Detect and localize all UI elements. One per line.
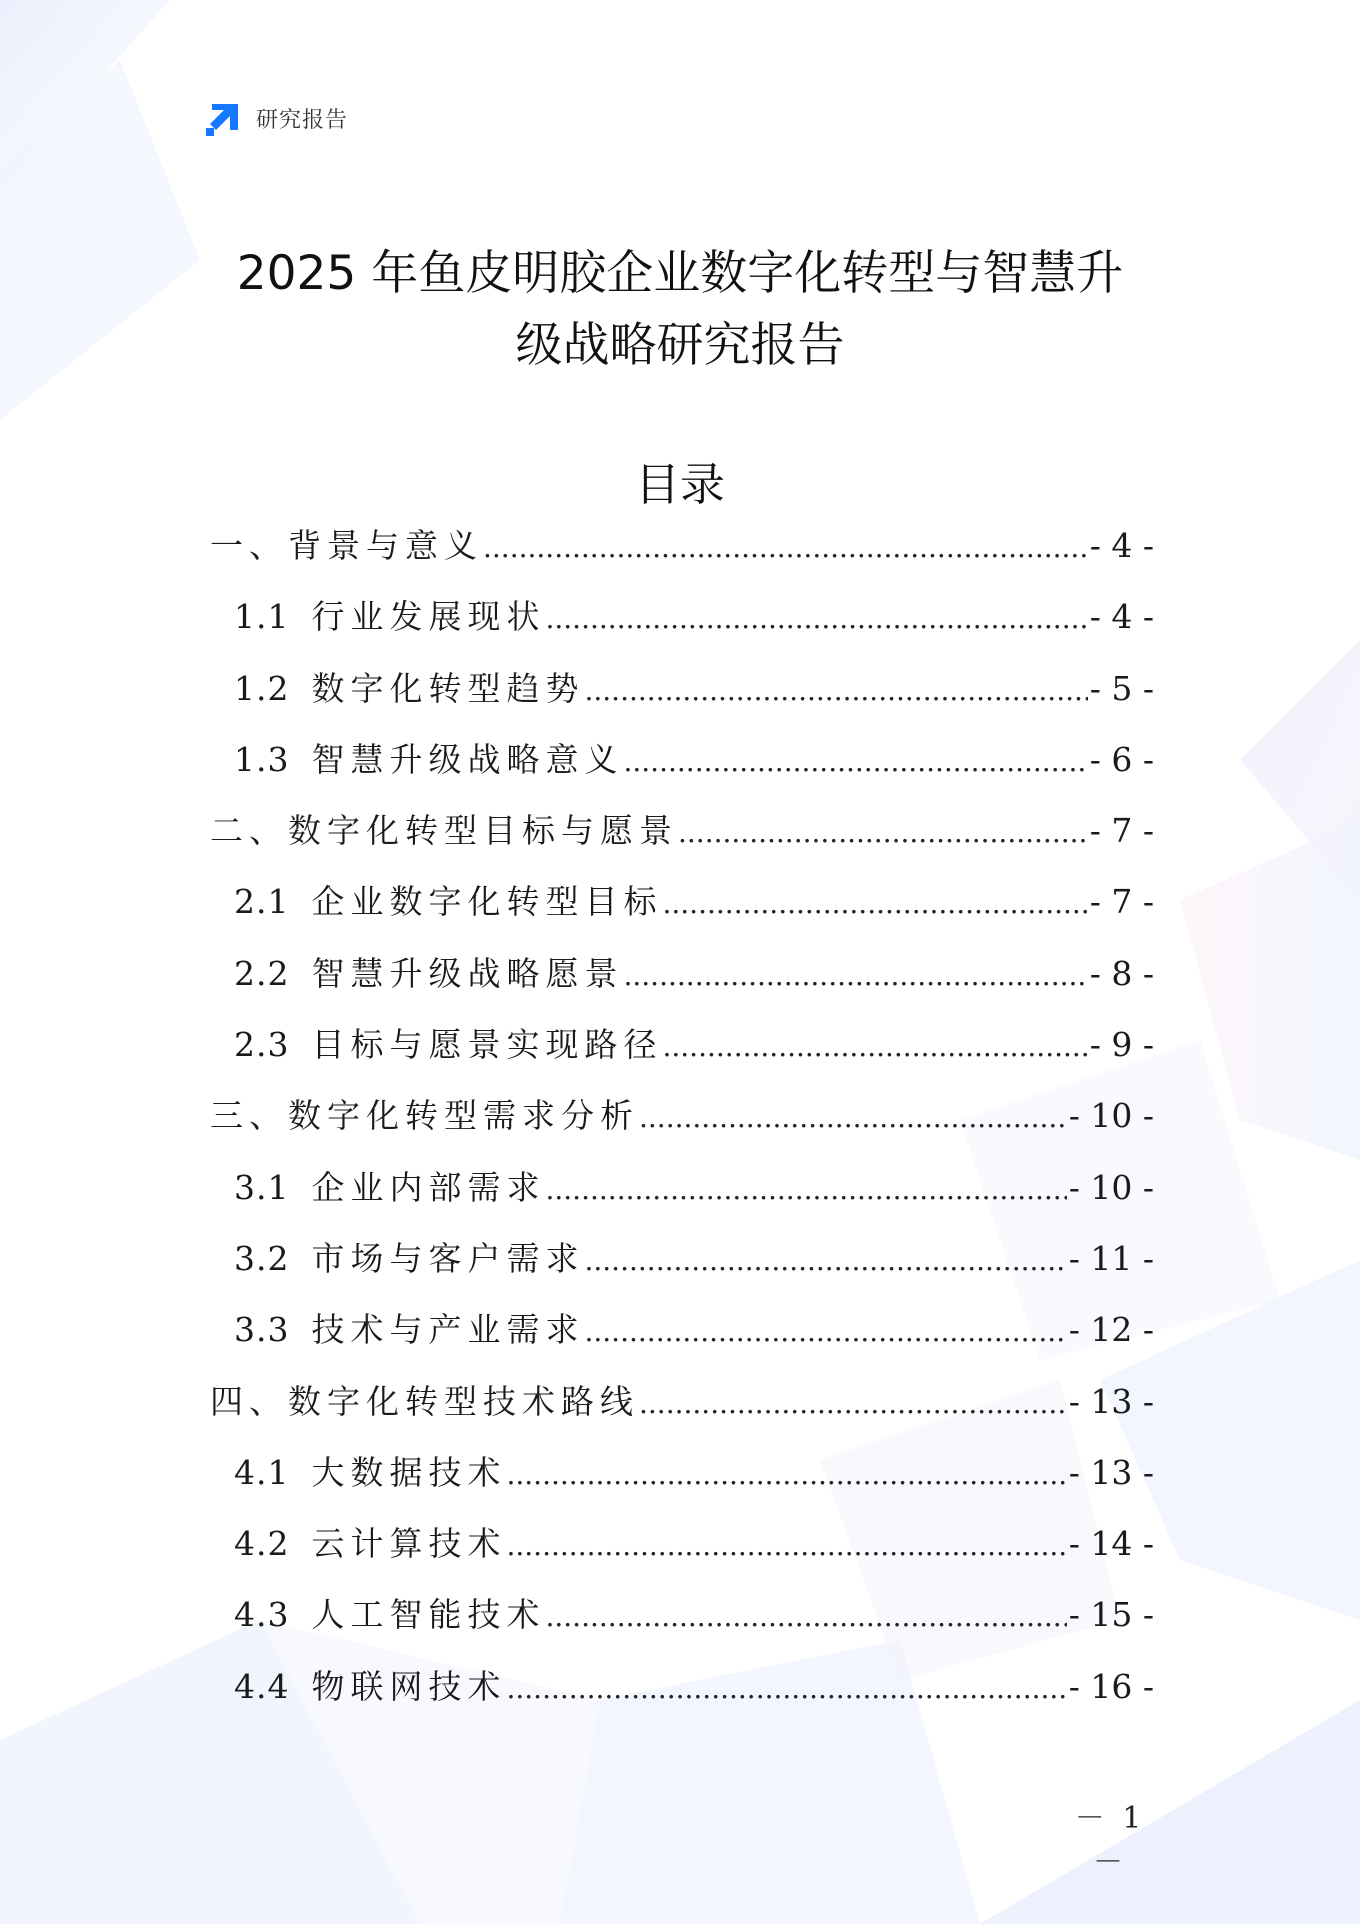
toc-dot-leader bbox=[545, 1600, 1066, 1633]
title-line-1: 2025 年鱼皮明胶企业数字化转型与智慧升 bbox=[236, 246, 1124, 301]
toc-entry-label: 智慧升级战略愿景 bbox=[311, 953, 624, 993]
toc-entry-page: - 13 - bbox=[1068, 1452, 1154, 1492]
toc-entry[interactable] bbox=[210, 1376, 1154, 1447]
toc-entry-label: 市场与客户需求 bbox=[311, 1238, 585, 1278]
toc-entry-number: 4.1 bbox=[234, 1452, 290, 1492]
toc-entry[interactable] bbox=[210, 1518, 1154, 1589]
toc-entry-title bbox=[210, 1447, 506, 1494]
toc-entry-title bbox=[210, 663, 584, 710]
toc-entry-title bbox=[210, 1518, 506, 1565]
toc-entry-label: 行业发展现状 bbox=[311, 597, 546, 637]
toc-dot-leader bbox=[639, 1387, 1067, 1420]
toc-entry-number: 2.1 bbox=[234, 882, 290, 922]
toc-entry-number: 4.3 bbox=[234, 1595, 290, 1635]
toc-entry-page: - 8 - bbox=[1089, 953, 1154, 993]
toc-entry-page: - 11 - bbox=[1068, 1238, 1154, 1278]
toc-entry-page: - 7 - bbox=[1089, 811, 1154, 851]
toc-dot-leader bbox=[639, 1101, 1067, 1134]
toc-entry-page: - 6 - bbox=[1089, 739, 1154, 779]
toc-entry-title bbox=[210, 805, 678, 852]
toc-entry-title bbox=[210, 1090, 639, 1137]
toc-dot-leader bbox=[545, 602, 1087, 635]
arrow-up-right-icon bbox=[206, 100, 242, 136]
toc-entry[interactable] bbox=[210, 1447, 1154, 1518]
toc-dot-leader bbox=[584, 1315, 1066, 1348]
toc-entry-title bbox=[210, 876, 662, 923]
document-title bbox=[150, 238, 1210, 382]
toc-dot-leader bbox=[506, 1458, 1066, 1491]
toc-entry[interactable] bbox=[210, 876, 1154, 947]
toc-entry[interactable] bbox=[210, 1233, 1154, 1304]
toc-entry[interactable] bbox=[210, 1019, 1154, 1090]
toc-entry[interactable] bbox=[210, 520, 1154, 591]
toc-entry[interactable] bbox=[210, 1589, 1154, 1660]
toc-heading: 目录 bbox=[634, 458, 725, 511]
toc-entry-page: - 16 - bbox=[1068, 1666, 1154, 1706]
toc-entry-title bbox=[210, 520, 483, 567]
toc-entry-title bbox=[210, 1589, 545, 1636]
toc-dot-leader bbox=[662, 1030, 1087, 1063]
toc-entry-title bbox=[210, 734, 623, 781]
toc-entry-number: 4.2 bbox=[234, 1524, 290, 1564]
toc-entry-page: - 15 - bbox=[1068, 1595, 1154, 1635]
toc-entry-label: 一、背景与意义 bbox=[210, 526, 483, 565]
toc-dot-leader bbox=[506, 1672, 1066, 1705]
toc-entry[interactable] bbox=[210, 591, 1154, 662]
toc-entry[interactable] bbox=[210, 734, 1154, 805]
toc-entry-number: 3.2 bbox=[234, 1238, 290, 1278]
toc-entry-number: 1.2 bbox=[234, 668, 290, 708]
toc-entry-label: 四、数字化转型技术路线 bbox=[210, 1381, 639, 1421]
page-number: － 1 － bbox=[1074, 1801, 1146, 1880]
toc-entry-title bbox=[210, 1304, 584, 1351]
toc-entry-label: 云计算技术 bbox=[311, 1524, 507, 1564]
toc-entry-label: 三、数字化转型需求分析 bbox=[210, 1096, 639, 1136]
toc-entry-label: 企业内部需求 bbox=[311, 1167, 546, 1207]
toc-dot-leader bbox=[623, 745, 1087, 778]
title-line-2: 级战略研究报告 bbox=[515, 318, 845, 373]
toc-entry-title bbox=[210, 591, 545, 638]
toc-entry[interactable] bbox=[210, 1304, 1154, 1375]
toc-entry-page: - 13 - bbox=[1068, 1381, 1154, 1421]
toc-entry-label: 技术与产业需求 bbox=[311, 1310, 585, 1350]
toc-entry-label: 数字化转型趋势 bbox=[311, 668, 585, 708]
toc-entry[interactable] bbox=[210, 1162, 1154, 1233]
toc-entry-label: 人工智能技术 bbox=[311, 1595, 546, 1635]
toc-entry[interactable] bbox=[210, 663, 1154, 734]
toc-entry-label: 目标与愿景实现路径 bbox=[311, 1025, 663, 1065]
toc-entry-page: - 9 - bbox=[1089, 1025, 1154, 1065]
toc-entry-page: - 12 - bbox=[1068, 1310, 1154, 1350]
toc-entry-page: - 7 - bbox=[1089, 882, 1154, 922]
toc-entry-page: - 4 - bbox=[1089, 597, 1154, 637]
toc-entry-title bbox=[210, 1661, 506, 1708]
toc-dot-leader bbox=[584, 674, 1087, 707]
toc-entry-title bbox=[210, 948, 623, 995]
toc-entry-label: 大数据技术 bbox=[311, 1452, 507, 1492]
toc-entry-page: - 14 - bbox=[1068, 1524, 1154, 1564]
toc-dot-leader bbox=[678, 816, 1088, 849]
toc-entry-label: 智慧升级战略意义 bbox=[311, 739, 624, 779]
toc-entry-number: 4.4 bbox=[234, 1666, 290, 1706]
toc-entry-page: - 10 - bbox=[1068, 1096, 1154, 1136]
toc-entry[interactable] bbox=[210, 1661, 1154, 1732]
toc-dot-leader bbox=[483, 531, 1088, 564]
toc-entry-page: - 4 - bbox=[1089, 526, 1154, 565]
toc-entry-number: 2.3 bbox=[234, 1025, 290, 1065]
table-of-contents bbox=[210, 520, 1154, 1732]
toc-entry-number: 2.2 bbox=[234, 953, 290, 993]
toc-entry-number: 3.1 bbox=[234, 1167, 290, 1207]
toc-entry-label: 二、数字化转型目标与愿景 bbox=[210, 811, 678, 851]
toc-dot-leader bbox=[662, 887, 1087, 920]
toc-entry-title bbox=[210, 1376, 639, 1423]
brand-header bbox=[206, 98, 348, 138]
toc-entry-title bbox=[210, 1233, 584, 1280]
toc-entry-number: 1.3 bbox=[234, 739, 290, 779]
toc-entry-label: 物联网技术 bbox=[311, 1666, 507, 1706]
toc-entry-number: 1.1 bbox=[234, 597, 290, 637]
toc-dot-leader bbox=[506, 1529, 1066, 1562]
toc-dot-leader bbox=[584, 1244, 1066, 1277]
toc-entry-number: 3.3 bbox=[234, 1310, 290, 1350]
toc-entry-label: 企业数字化转型目标 bbox=[311, 882, 663, 922]
toc-dot-leader bbox=[545, 1173, 1066, 1206]
toc-entry-page: - 10 - bbox=[1068, 1167, 1154, 1207]
toc-entry-page: - 5 - bbox=[1089, 668, 1154, 708]
toc-entry-title bbox=[210, 1019, 662, 1066]
toc-entry[interactable] bbox=[210, 805, 1154, 876]
toc-dot-leader bbox=[623, 959, 1087, 992]
toc-entry[interactable] bbox=[210, 1090, 1154, 1161]
brand-label: 研究报告 bbox=[256, 107, 349, 133]
toc-entry[interactable] bbox=[210, 948, 1154, 1019]
toc-entry-title bbox=[210, 1162, 545, 1209]
